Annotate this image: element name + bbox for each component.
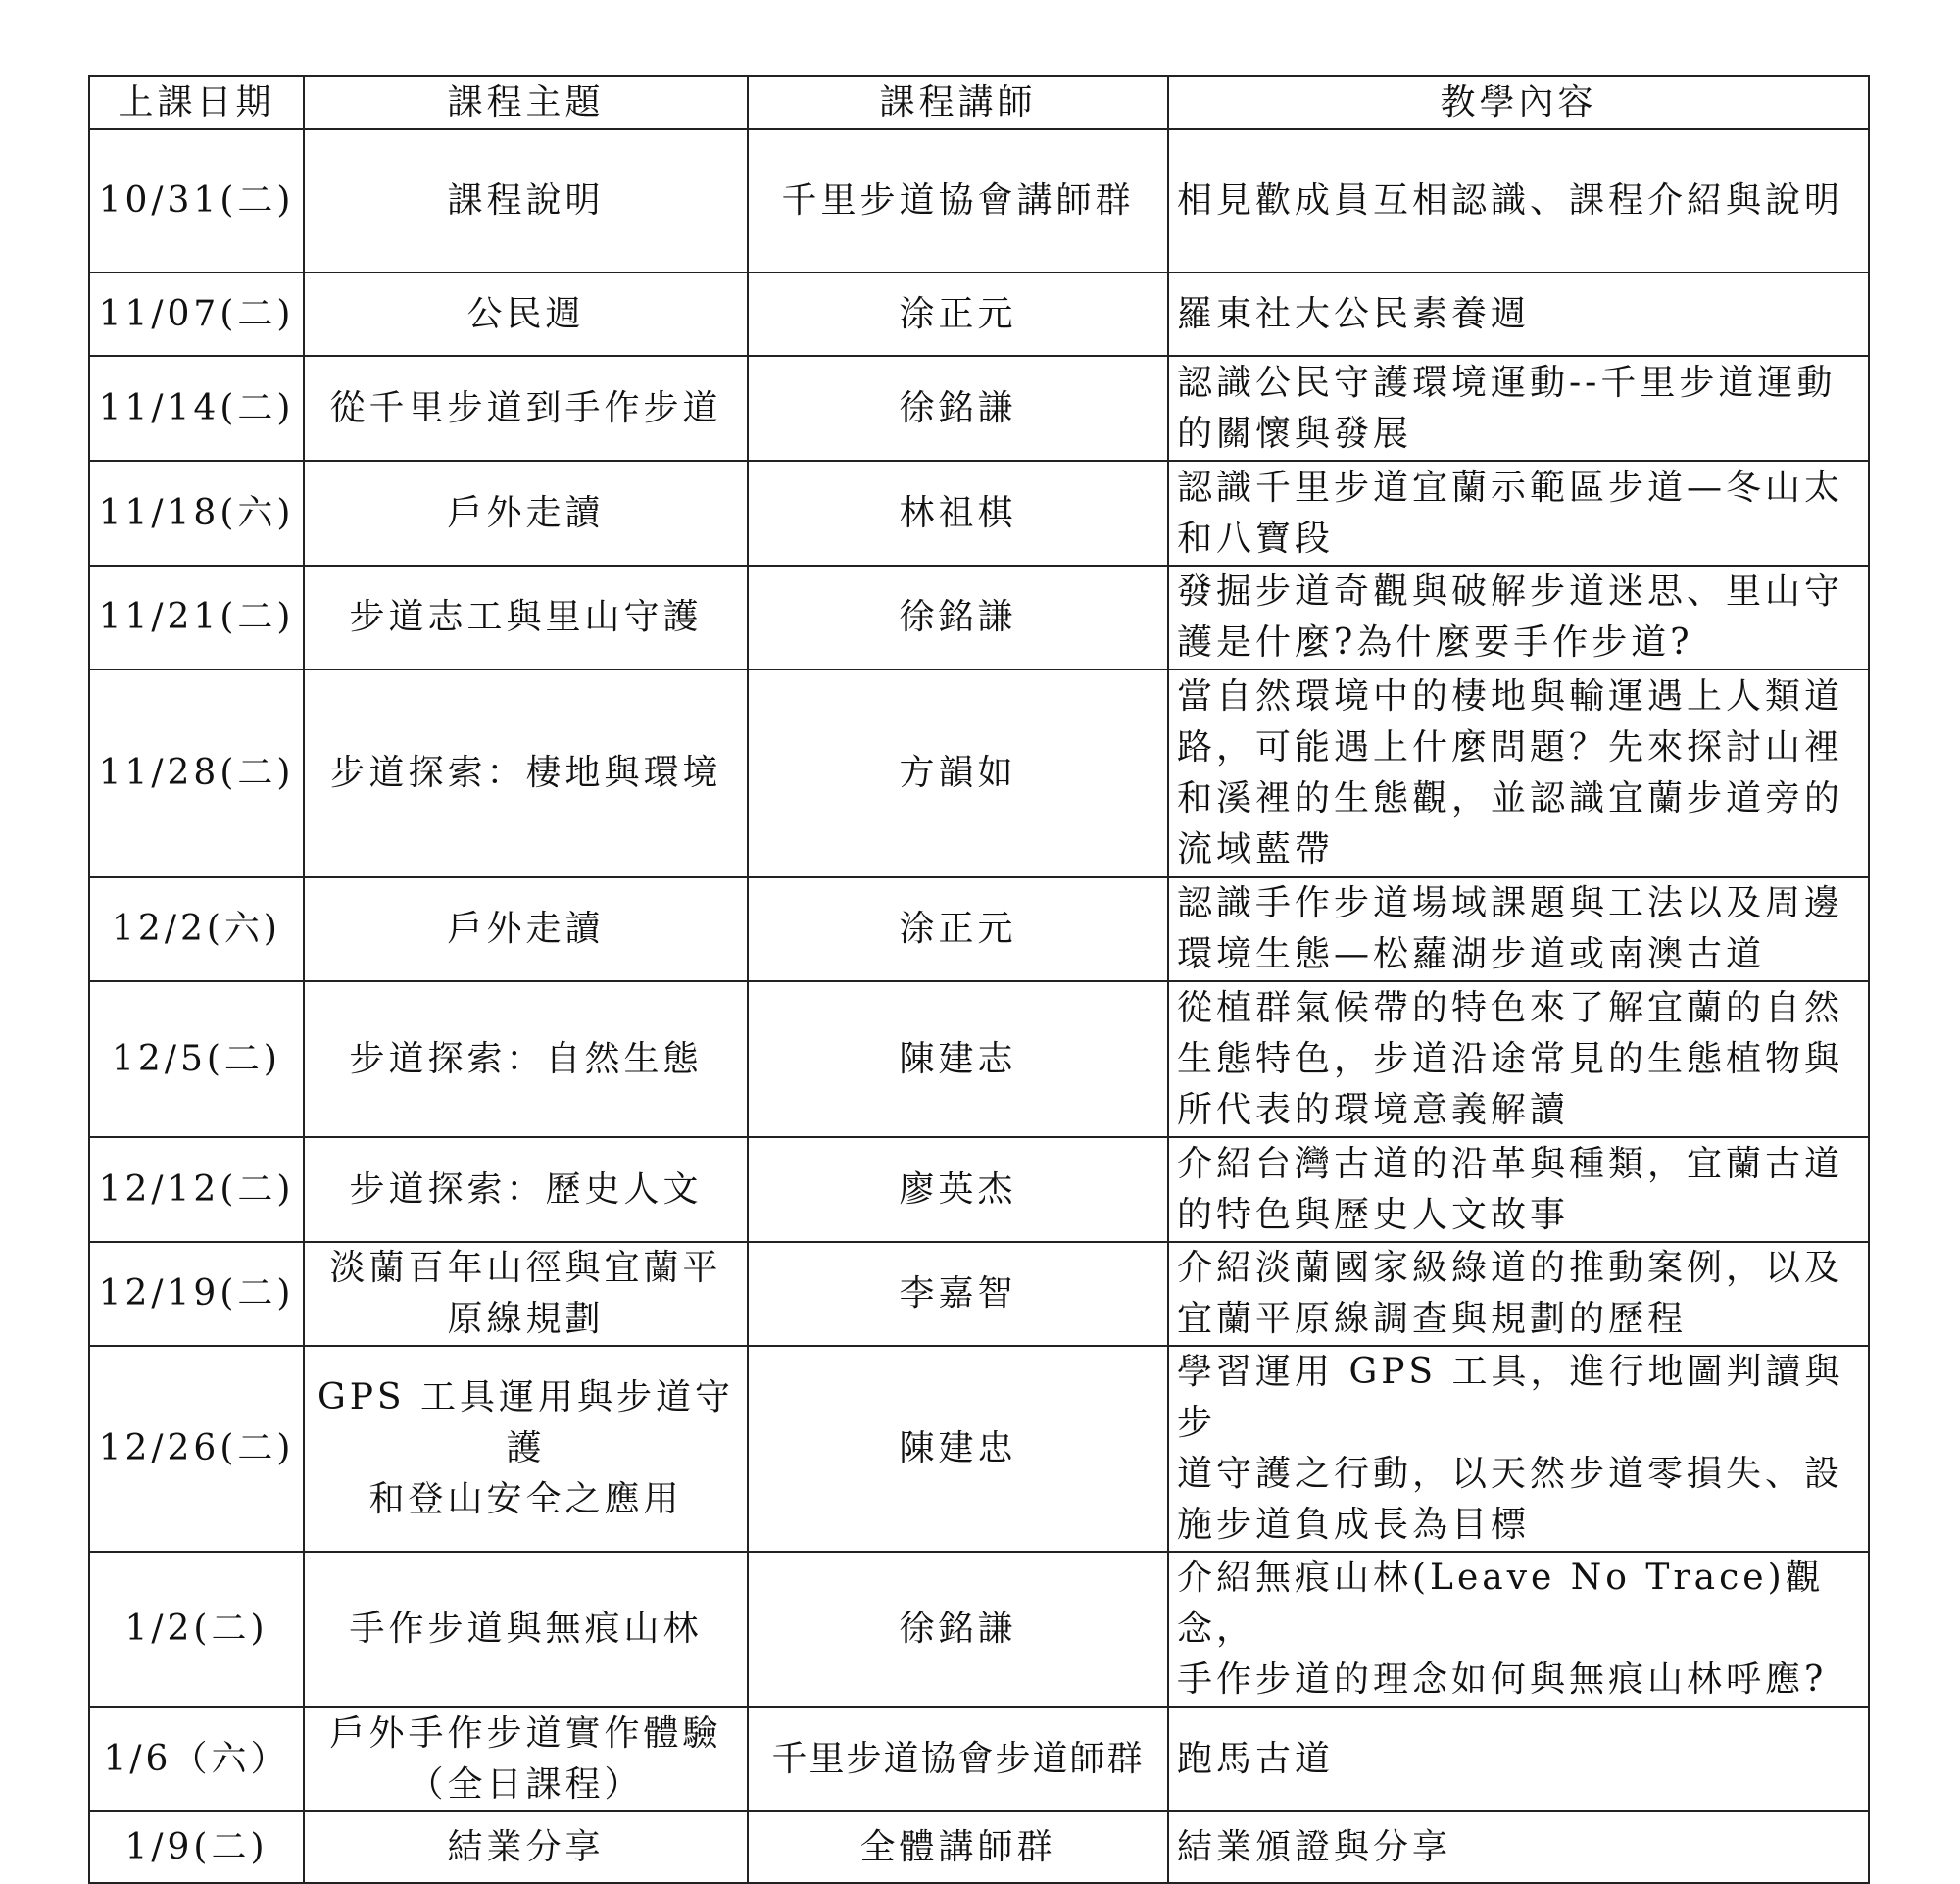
lecturer-cell: 陳建忠: [748, 1346, 1168, 1552]
date-cell: 11/21(二): [89, 566, 304, 669]
content-cell: 認識公民守護環境運動--千里步道運動 的關懷與發展: [1168, 356, 1869, 461]
content-cell: 羅東社大公民素養週: [1168, 273, 1869, 356]
table-row: [89, 877, 1869, 981]
topic-cell: 淡蘭百年山徑與宜蘭平 原線規劃: [304, 1242, 748, 1346]
lecturer-cell: 徐銘謙: [748, 356, 1168, 461]
topic-cell: 步道探索：棲地與環境: [304, 669, 748, 877]
table-row: [89, 669, 1869, 877]
table-row: [89, 1552, 1869, 1707]
topic-cell: 步道探索：歷史人文: [304, 1137, 748, 1242]
date-cell: 12/19(二): [89, 1242, 304, 1346]
table-row: [89, 273, 1869, 356]
table-row: [89, 1242, 1869, 1346]
topic-cell: 戶外手作步道實作體驗 （全日課程）: [304, 1707, 748, 1811]
topic-cell: 步道志工與里山守護: [304, 566, 748, 669]
topic-cell: 公民週: [304, 273, 748, 356]
content-cell: 介紹台灣古道的沿革與種類，宜蘭古道 的特色與歷史人文故事: [1168, 1137, 1869, 1242]
date-cell: 12/26(二): [89, 1346, 304, 1552]
table-row: [89, 356, 1869, 461]
lecturer-cell: 林祖棋: [748, 461, 1168, 566]
date-cell: 1/9(二): [89, 1811, 304, 1883]
lecturer-cell: 涂正元: [748, 273, 1168, 356]
content-cell: 認識手作步道場域課題與工法以及周邊 環境生態—松蘿湖步道或南澳古道: [1168, 877, 1869, 981]
header-content: 教學內容: [1168, 76, 1869, 129]
date-cell: 11/07(二): [89, 273, 304, 356]
header-date: 上課日期: [89, 76, 304, 129]
date-cell: 12/5(二): [89, 981, 304, 1137]
table-row: [89, 129, 1869, 273]
content-cell: 相見歡成員互相認識、課程介紹與說明: [1168, 129, 1869, 273]
content-cell: 介紹淡蘭國家級綠道的推動案例，以及 宜蘭平原線調查與規劃的歷程: [1168, 1242, 1869, 1346]
header-lecturer: 課程講師: [748, 76, 1168, 129]
topic-cell: 結業分享: [304, 1811, 748, 1883]
content-cell: 認識千里步道宜蘭示範區步道—冬山太 和八寶段: [1168, 461, 1869, 566]
topic-cell: 戶外走讀: [304, 877, 748, 981]
content-cell: 從植群氣候帶的特色來了解宜蘭的自然 生態特色，步道沿途常見的生態植物與 所代表的環境意義解讀: [1168, 981, 1869, 1137]
table-row: [89, 981, 1869, 1137]
table-row: [89, 461, 1869, 566]
date-cell: 12/12(二): [89, 1137, 304, 1242]
table-header-row: [89, 76, 1869, 129]
content-cell: 學習運用 GPS 工具，進行地圖判讀與步 道守護之行動，以天然步道零損失、設 施步道負成長為目標: [1168, 1346, 1869, 1552]
lecturer-cell: 涂正元: [748, 877, 1168, 981]
date-cell: 1/2(二): [89, 1552, 304, 1707]
content-cell: 當自然環境中的棲地與輸運遇上人類道 路，可能遇上什麼問題？先來探討山裡 和溪裡的生態觀，並認識宜蘭步道旁的 流域藍帶: [1168, 669, 1869, 877]
table-row: [89, 1137, 1869, 1242]
date-cell: 10/31(二): [89, 129, 304, 273]
lecturer-cell: 廖英杰: [748, 1137, 1168, 1242]
lecturer-cell: 方韻如: [748, 669, 1168, 877]
header-topic: 課程主題: [304, 76, 748, 129]
content-cell: 跑馬古道: [1168, 1707, 1869, 1811]
content-cell: 結業頒證與分享: [1168, 1811, 1869, 1883]
date-cell: 11/18(六): [89, 461, 304, 566]
table-row: [89, 566, 1869, 669]
table-row: [89, 1811, 1869, 1883]
course-schedule-table: [88, 75, 1870, 1884]
lecturer-cell: 徐銘謙: [748, 1552, 1168, 1707]
lecturer-cell: 千里步道協會講師群: [748, 129, 1168, 273]
lecturer-cell: 陳建志: [748, 981, 1168, 1137]
date-cell: 11/28(二): [89, 669, 304, 877]
date-cell: 12/2(六): [89, 877, 304, 981]
topic-cell: 從千里步道到手作步道: [304, 356, 748, 461]
lecturer-cell: 千里步道協會步道師群: [748, 1707, 1168, 1811]
topic-cell: 課程說明: [304, 129, 748, 273]
topic-cell: 手作步道與無痕山林: [304, 1552, 748, 1707]
lecturer-cell: 李嘉智: [748, 1242, 1168, 1346]
lecturer-cell: 徐銘謙: [748, 566, 1168, 669]
date-cell: 1/6（六）: [89, 1707, 304, 1811]
lecturer-cell: 全體講師群: [748, 1811, 1168, 1883]
content-cell: 發掘步道奇觀與破解步道迷思、里山守 護是什麼?為什麼要手作步道?: [1168, 566, 1869, 669]
table-row: [89, 1707, 1869, 1811]
topic-cell: 步道探索：自然生態: [304, 981, 748, 1137]
table-row: [89, 1346, 1869, 1552]
topic-cell: 戶外走讀: [304, 461, 748, 566]
date-cell: 11/14(二): [89, 356, 304, 461]
topic-cell: GPS 工具運用與步道守護 和登山安全之應用: [304, 1346, 748, 1552]
content-cell: 介紹無痕山林(Leave No Trace)觀念， 手作步道的理念如何與無痕山林呼應?: [1168, 1552, 1869, 1707]
